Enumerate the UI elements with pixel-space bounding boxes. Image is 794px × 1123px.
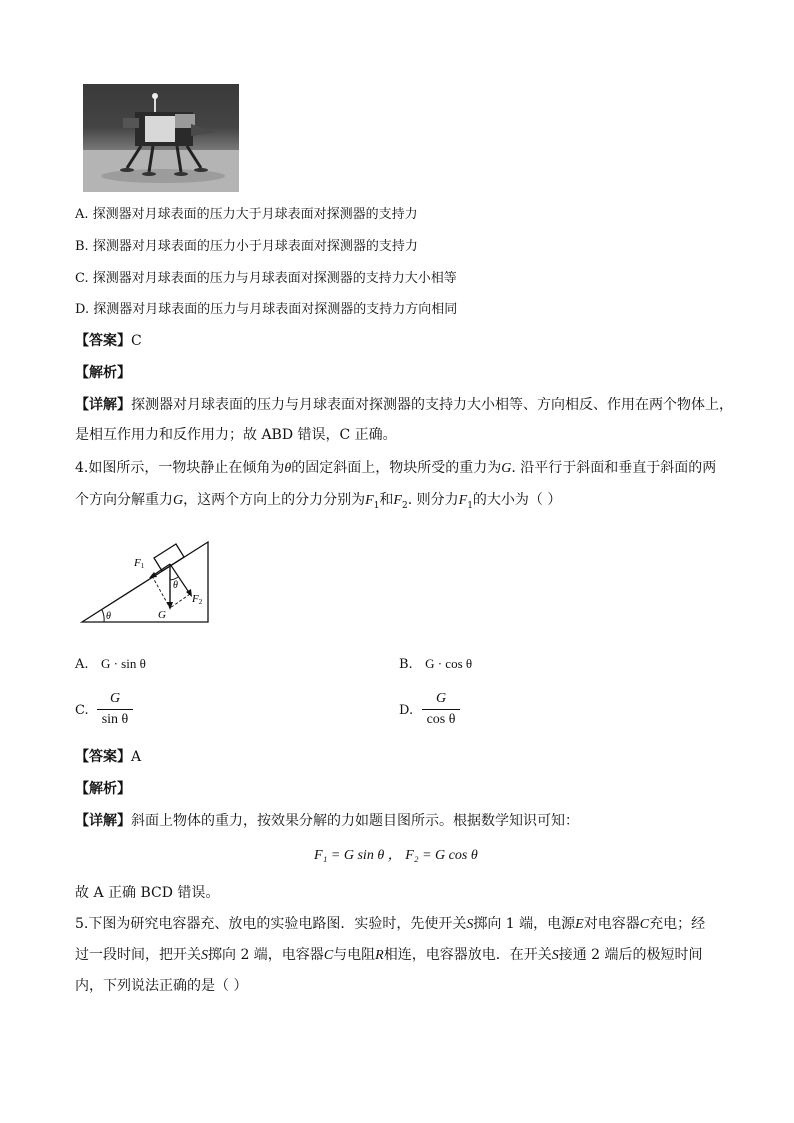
q4-analysis-label: 【解析】 (75, 781, 131, 797)
q4-text: 的大小为（ ） (472, 492, 562, 508)
q4-text: 4.如图所示，一物块静止在倾角为 (75, 460, 285, 476)
q5-stem-line1 (75, 914, 705, 935)
fraction-bar (422, 709, 460, 710)
q3-analysis-label: 【解析】 (75, 365, 131, 381)
q5-text: 掷向 2 端，电容器 (208, 947, 324, 963)
label-G: G (158, 609, 166, 621)
q4-option-d-label: D. (399, 703, 414, 718)
option-value: G · cos θ (425, 656, 473, 671)
q5-text: 5.下图为研究电容器充、放电的实验电路图．实验时，先使开关 (75, 916, 467, 932)
F-symbol: F (365, 493, 374, 508)
label-F1: F1 (134, 557, 145, 570)
answer-value: C (131, 333, 142, 349)
detail-text: 探测器对月球表面的压力与月球表面对探测器的支持力大小相等、方向相反、作用在两个物体上， (131, 397, 733, 413)
q3-option-a: A. 探测器对月球表面的压力大于月球表面对探测器的支持力 (75, 207, 418, 222)
q4-text: ，这两个方向上的分力分别为 (183, 492, 366, 508)
detail-label: 【详解】 (75, 813, 131, 829)
lander-illustration (83, 84, 239, 192)
q5-stem-line2 (75, 945, 703, 966)
q4-text: . 则分力 (407, 492, 459, 508)
q3-answer (75, 331, 142, 351)
E-symbol: E (575, 917, 584, 932)
q4-answer (75, 747, 141, 767)
q5-text: 过一段时间，把开关 (75, 947, 201, 963)
q4-text: 个方向分解重力 (75, 492, 173, 508)
q5-text: 对电容器 (583, 916, 640, 932)
incline-triangle (82, 542, 208, 622)
F-symbol: F (458, 493, 468, 508)
answer-label: 【答案】 (75, 749, 131, 765)
R-symbol: R (375, 948, 384, 963)
lunar-lander-photo (83, 84, 239, 192)
C-symbol: C (639, 917, 650, 932)
incline-diagram (78, 536, 218, 628)
q4-option-c-fraction (97, 690, 133, 729)
q4-conclusion: 故 A 正确 BCD 错误。 (75, 885, 220, 901)
label-theta-base: θ (106, 611, 111, 622)
angle-arc (102, 610, 104, 622)
F-symbol: F (393, 493, 402, 508)
q3-detail-line2: 是相互作用力和反作用力；故 ABD 错误，C 正确。 (75, 427, 397, 443)
q4-option-a (75, 654, 146, 675)
numerator: G (109, 691, 121, 706)
q4-text: . 沿平行于斜面和垂直于斜面的两 (511, 460, 717, 476)
q4-formula: F₁ = G sin θ ， F₂ = G cos θ (314, 848, 478, 863)
q4-option-d-fraction (422, 690, 460, 729)
G-symbol: G (173, 493, 184, 508)
q5-text: 接通 2 端后的极短时间 (558, 947, 703, 963)
dashed-line (152, 576, 170, 608)
subscript: 2 (401, 500, 408, 511)
detail-text: 斜面上物体的重力，按效果分解的力如题目图所示。根据数学知识可知： (131, 813, 579, 829)
q3-option-b: B. 探测器对月球表面的压力小于月球表面对探测器的支持力 (75, 239, 418, 254)
dashed-line (170, 594, 190, 608)
subscript: 1 (373, 500, 380, 511)
label-theta-block: θ (173, 580, 178, 591)
q3-detail-line1 (75, 395, 733, 415)
q4-stem-line1 (75, 458, 716, 479)
G-symbol: G (501, 461, 512, 476)
option-label: A. (75, 657, 89, 672)
denominator: cos θ (426, 712, 456, 727)
label-F2: F2 (192, 593, 203, 606)
q5-text: 充电；经 (649, 916, 706, 932)
q5-text: 相连，电容器放电．在开关 (383, 947, 552, 963)
option-label: B. (399, 657, 413, 672)
q4-text: 的固定斜面上，物块所受的重力为 (291, 460, 502, 476)
S-symbol: S (551, 948, 559, 963)
answer-label: 【答案】 (75, 333, 131, 349)
numerator: G (435, 691, 447, 706)
q4-text: 和 (379, 492, 394, 508)
q5-text: 掷向 1 端，电源 (473, 916, 576, 932)
theta-symbol: θ (284, 461, 292, 476)
q4-option-c-label: C. (75, 703, 89, 718)
option-value: G · sin θ (100, 656, 146, 671)
q3-option-d: D. 探测器对月球表面的压力与月球表面对探测器的支持力方向相同 (75, 302, 458, 317)
q3-option-c: C. 探测器对月球表面的压力与月球表面对探测器的支持力大小相等 (75, 271, 457, 286)
C-symbol: C (323, 948, 334, 963)
subscript: 1 (467, 500, 473, 511)
q4-stem-line2 (75, 490, 561, 516)
S-symbol: S (201, 948, 208, 963)
q4-option-b (399, 654, 472, 675)
q5-text: 与电阻 (333, 947, 376, 963)
q5-stem-line3: 内，下列说法正确的是（ ） (75, 978, 248, 994)
answer-value: A (131, 749, 142, 765)
denominator: sin θ (101, 712, 129, 727)
q4-detail (75, 811, 579, 831)
fraction-bar (97, 709, 133, 710)
block (154, 544, 184, 571)
detail-label: 【详解】 (75, 397, 131, 413)
S-symbol: S (466, 917, 474, 932)
